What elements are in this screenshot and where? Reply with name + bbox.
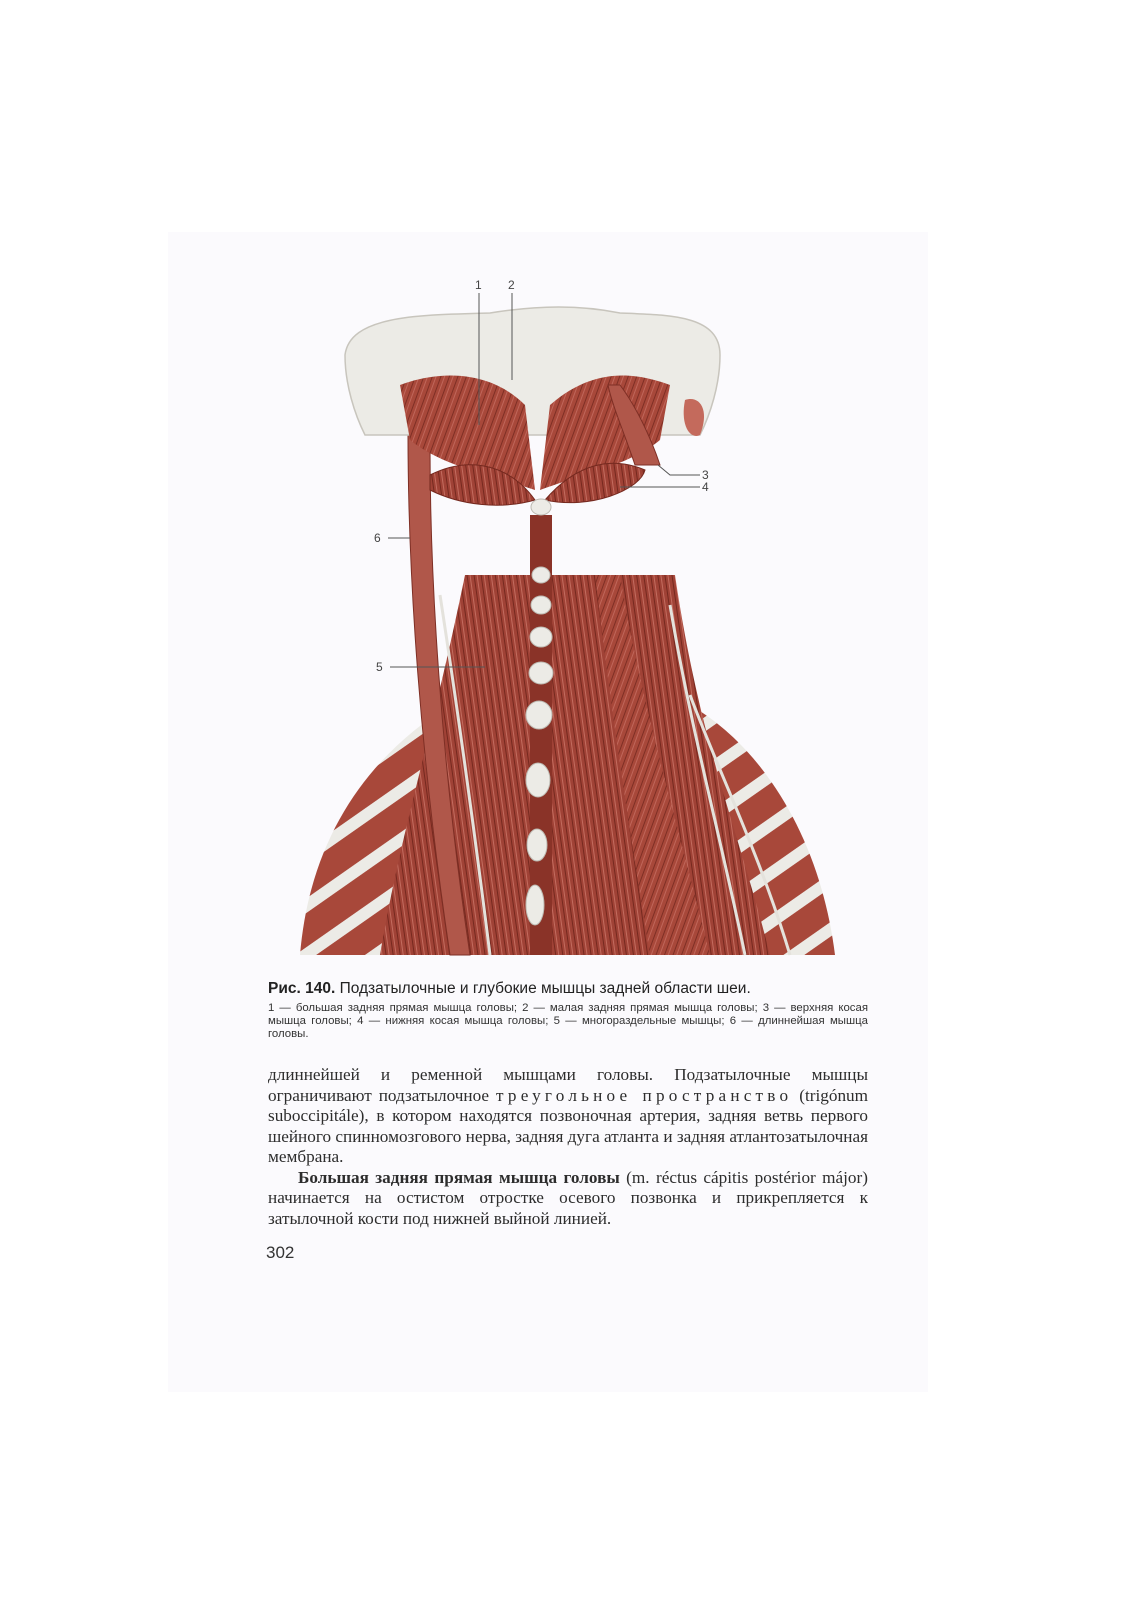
callout-4: 4 bbox=[702, 480, 709, 494]
paragraph-1-text-b: (trigónum suboccipitále), в котором находятся позвоночная артерия, задняя ветвь первого шейного спинномозгового нерва, задняя дуга атланта и задняя атлантозатылочная мембрана. bbox=[268, 1085, 868, 1166]
anatomy-illustration bbox=[290, 275, 850, 965]
callout-6: 6 bbox=[374, 531, 381, 545]
figure-caption bbox=[268, 980, 868, 1041]
paragraph-2 bbox=[268, 1168, 868, 1230]
caption-label: Рис. 140. bbox=[268, 980, 336, 997]
term-bold: Большая задняя прямая мышца головы bbox=[298, 1167, 620, 1187]
body-text bbox=[268, 1065, 868, 1229]
callout-3: 3 bbox=[702, 468, 709, 482]
caption-title bbox=[268, 980, 868, 998]
callout-1: 1 bbox=[475, 278, 482, 292]
term-spaced: треугольное пространство bbox=[496, 1085, 793, 1105]
paragraph-2-text: (m. réctus cápitis postérior májor) начинается на остистом отростке осевого позвонка и прикрепляется к затылочной кости под нижней выйной линией. bbox=[268, 1167, 868, 1228]
callout-2: 2 bbox=[508, 278, 515, 292]
caption-legend: 1 — большая задняя прямая мышца головы; 2 — малая задняя прямая мышца головы; 3 — верхняя косая мышца головы; 4 — нижняя косая мышца головы; 5 — многораздельные мышцы; 6 — длиннейшая мышца головы. bbox=[268, 1002, 868, 1040]
paragraph-1 bbox=[268, 1065, 868, 1168]
caption-title-text: Подзатылочные и глубокие мышцы задней области шеи. bbox=[339, 980, 751, 997]
callout-5: 5 bbox=[376, 660, 383, 674]
paragraph-1-text-a: длиннейшей и ременной мышцами головы. Подзатылочные мышцы ограничивают подзатылочное bbox=[268, 1065, 868, 1105]
page-number: 302 bbox=[266, 1243, 295, 1262]
